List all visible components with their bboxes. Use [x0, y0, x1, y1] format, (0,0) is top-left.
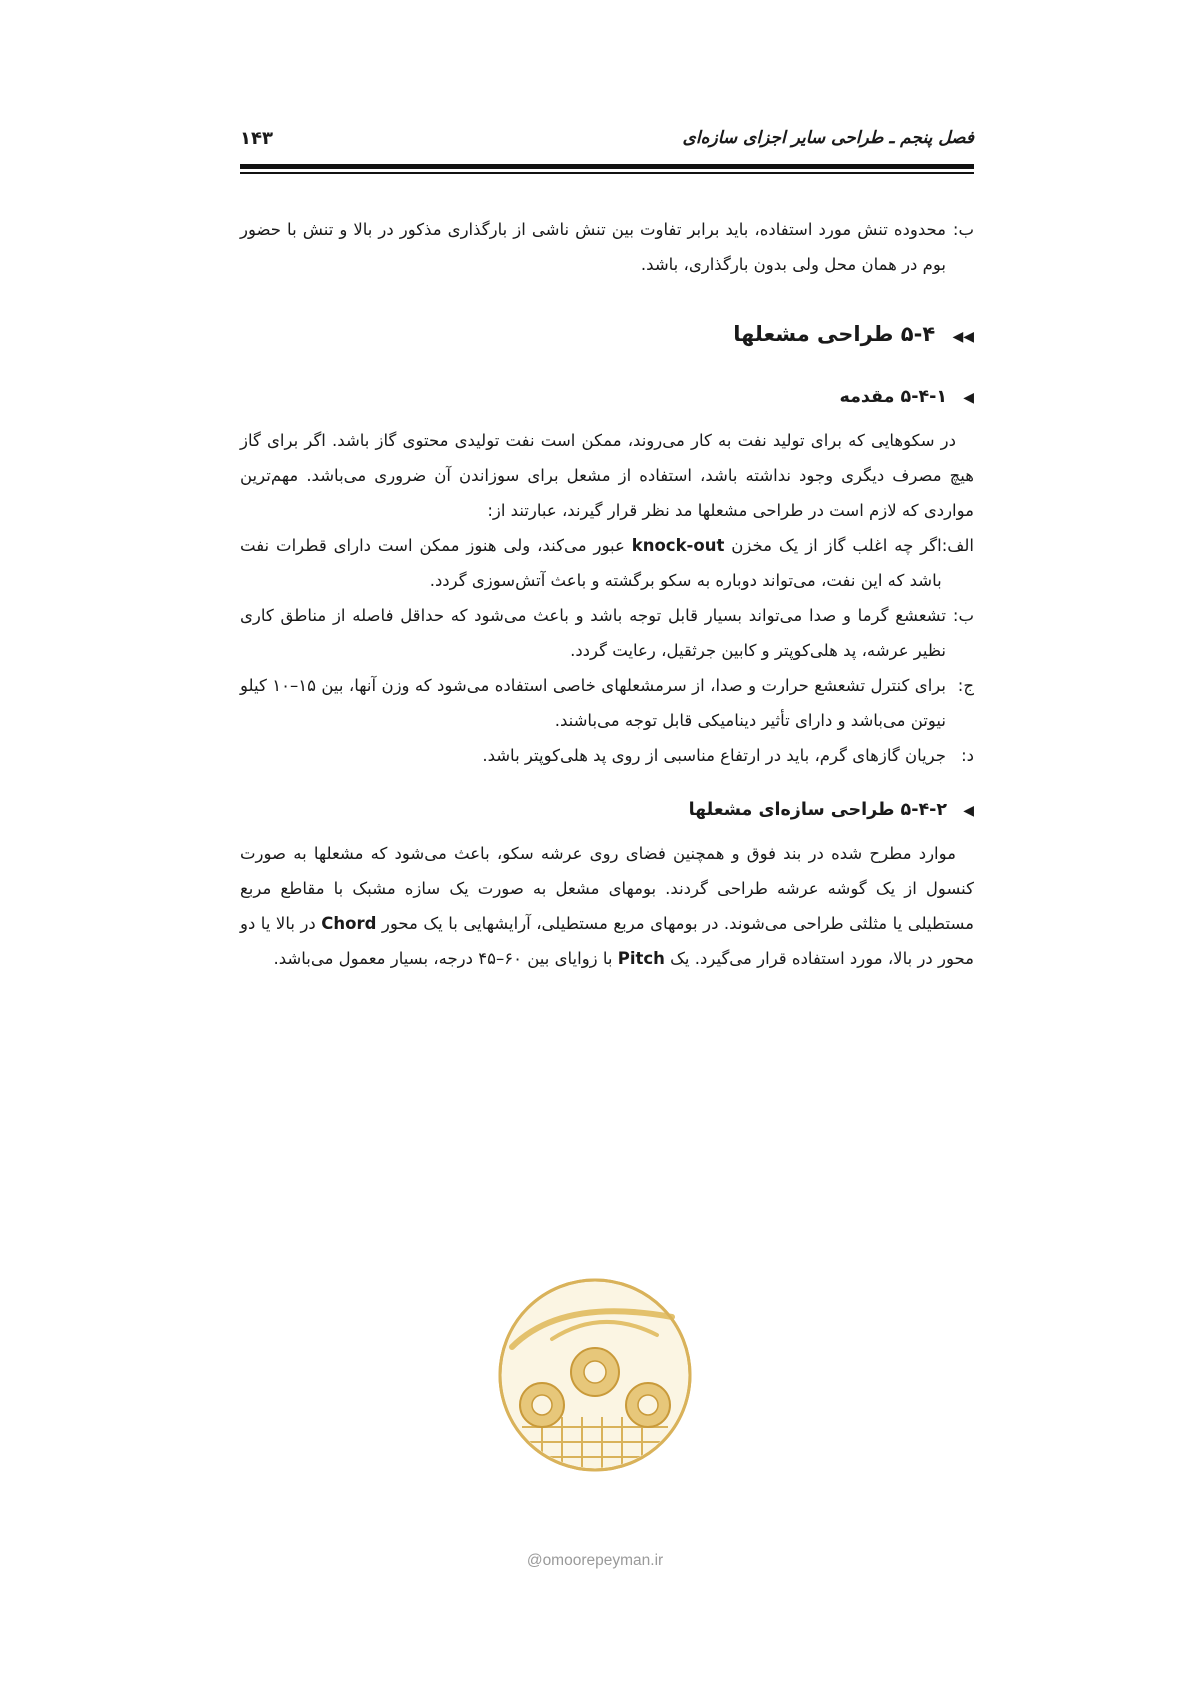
list-item — [240, 738, 974, 773]
list-item-text — [240, 528, 942, 598]
header-rule-thick — [240, 164, 974, 169]
section-title: ۵-۴ طراحی مشعلها — [733, 322, 936, 346]
page-number: ۱۴۳ — [240, 128, 273, 149]
list-item-text: محدوده تنش مورد استفاده، باید برابر تفاوت بین تنش ناشی از بارگذاری مذکور در بالا و تنش با حضور بوم در همان محل ولی بدون بارگذاری، باشد. — [240, 220, 946, 274]
list-marker: الف: — [941, 536, 974, 555]
list-item-text: برای کنترل تشعشع حرارت و صدا، از سرمشعلهای خاصی استفاده می‌شود که وزن آنها، بین ۱۵–۱۰ کیلو نیوتن می‌باشد و دارای تأثیر دینامیکی قابل توجه می‌باشند. — [240, 676, 946, 730]
text-span: موارد مطرح شده در بند فوق و همچنین فضای روی عرشه سکو، باعث می‌شود که مشعلها به صورت کنسول از یک گوشه عرشه طراحی گردند. بومهای مشعل به صورت یک سازه مشبک با مقاطع مربع مستطیلی یا مثلثی طراحی می‌شوند. در بومهای مربع مستطیلی، آرایشهایی با یک محور — [240, 844, 974, 933]
list-item — [240, 598, 974, 668]
publisher-logo-watermark — [492, 1277, 698, 1497]
structural-paragraph — [240, 836, 974, 976]
bold-term: knock-out — [631, 536, 725, 555]
list-marker: ب: — [952, 606, 974, 625]
list-item — [240, 668, 974, 738]
list-item — [240, 528, 974, 598]
page-body — [240, 212, 974, 976]
text-span: با زوایای بین ۶۰–۴۵ درجه، بسیار معمول می‌باشد. — [273, 949, 618, 968]
page-header — [240, 128, 974, 160]
intro-paragraph: در سکوهایی که برای تولید نفت به کار می‌روند، ممکن است نفت تولیدی محتوی گاز باشد. اگر برای گاز هیچ مصرف دیگری وجود نداشته باشد، استفاده از مشعل برای سوزاندن آن ضروری می‌باشد. مهم‌ترین مواردی که لازم است در طراحی مشعلها مد نظر قرار گیرند، عبارتند از: — [240, 431, 974, 520]
list-marker: د: — [961, 746, 974, 765]
at-icon: @ — [526, 1552, 543, 1569]
list-item-text: جریان گازهای گرم، باید در ارتفاع مناسبی از روی پد هلی‌کوپتر باشد. — [482, 746, 946, 765]
text-span: عبور می‌کند، ولی هنوز ممکن است دارای قطرات نفت باشد که این نفت، می‌تواند دوباره به سکو برگشته و باعث آتش‌سوزی گردد. — [240, 536, 942, 590]
list-marker: ج: — [957, 676, 974, 695]
text-span: اگر چه اغلب گاز از یک مخزن — [724, 536, 942, 555]
bold-term: Pitch — [617, 949, 665, 968]
header-rule-thin — [240, 172, 974, 174]
arrow-icon: ◀ — [963, 390, 974, 406]
chapter-title: فصل پنجم ـ طراحی سایر اجزای سازه‌ای — [682, 128, 974, 148]
subsection-heading-structural — [240, 795, 974, 826]
watermark-url-text: omoorepeyman.ir — [542, 1552, 664, 1569]
section-heading — [240, 319, 974, 352]
watermark-url — [489, 1552, 701, 1570]
arrow-icon: ◀ — [963, 803, 974, 819]
list-item-text: تشعشع گرما و صدا می‌تواند بسیار قابل توجه باشد و باعث می‌شود که حداقل فاصله از مناطق کاری نظیر عرشه، پد هلی‌کوپتر و کابین جرثقیل، رعایت گردد. — [240, 606, 946, 660]
top-list-item — [240, 212, 974, 282]
subsection-title: ۵-۴-۱ مقدمه — [839, 387, 948, 407]
subsection-heading-intro — [240, 382, 974, 413]
bold-term: Chord — [321, 914, 377, 933]
subsection-title: ۵-۴-۲ طراحی سازه‌ای مشعلها — [688, 800, 948, 820]
list-marker: ب: — [952, 220, 974, 239]
double-arrow-icon: ◀◀ — [952, 329, 974, 345]
text-span: در بالا یا دو محور در بالا، مورد استفاده قرار می‌گیرد. یک — [240, 914, 974, 968]
